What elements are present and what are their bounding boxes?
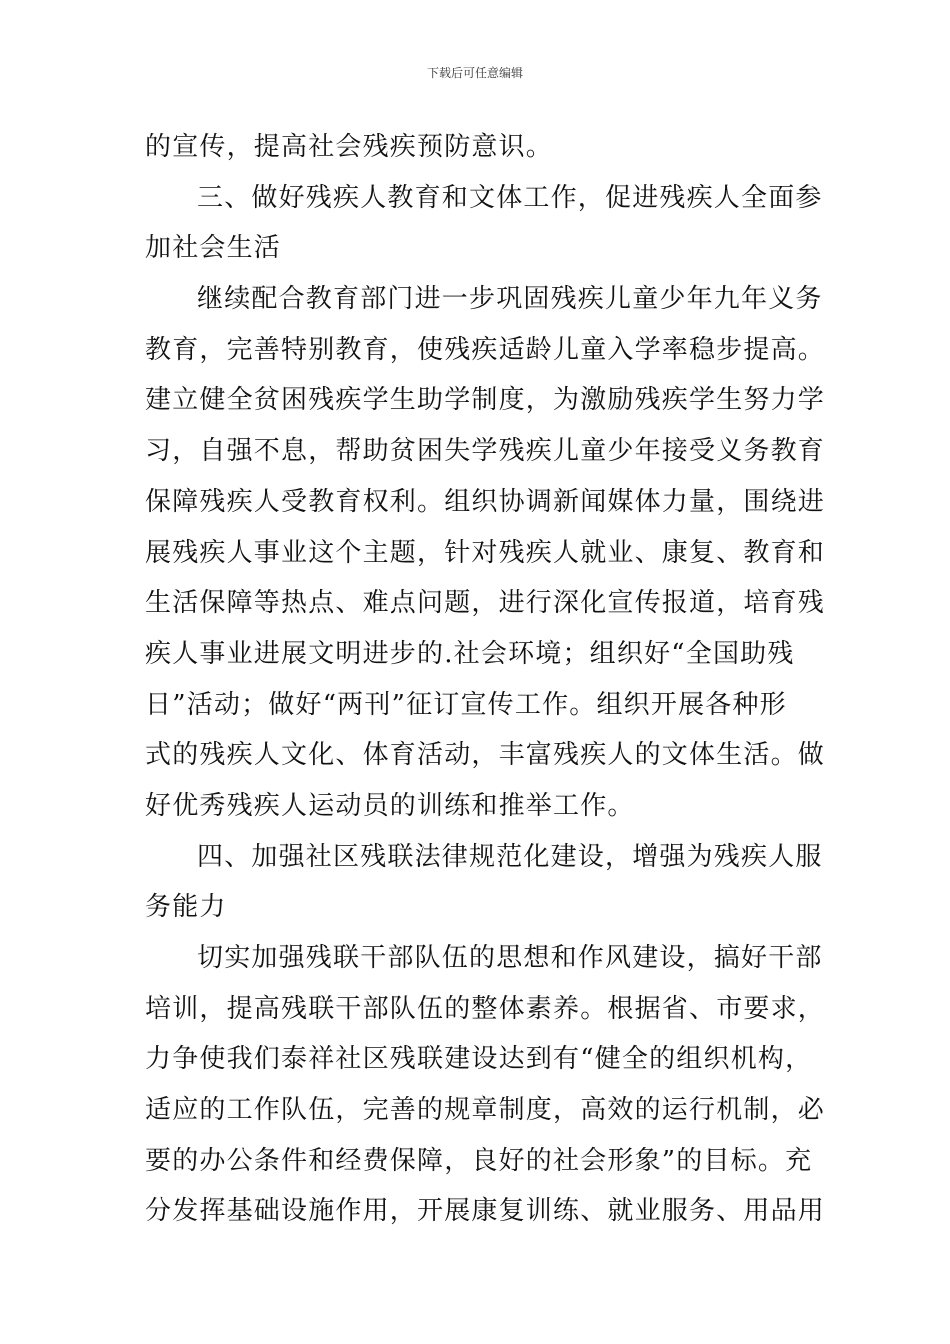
section-heading-4-cont: 务能力 (145, 892, 227, 923)
paragraph-line: 要的办公条件和经费保障，良好的社会形象”的目标。充 (145, 1145, 813, 1176)
section-heading-3-cont: 加社会生活 (145, 233, 282, 264)
paragraph-line: 分发挥基础设施作用，开展康复训练、就业服务、用品用 (145, 1196, 826, 1227)
section-heading-4: 四、加强社区残联法律规范化建设，增强为残疾人服 (197, 841, 823, 872)
section-heading-3: 三、做好残疾人教育和文体工作，促进残疾人全面参 (197, 182, 823, 213)
paragraph-line: 日”活动；做好“两刊”征订宣传工作。组织开展各种形 (145, 689, 787, 720)
paragraph-line: 建立健全贫困残疾学生助学制度，为激励残疾学生努力学 (145, 385, 826, 416)
paragraph-line: 式的残疾人文化、体育活动，丰富残疾人的文体生活。做 (145, 740, 826, 771)
text-line: 的宣传，提高社会残疾预防意识。 (145, 132, 554, 162)
paragraph-line: 展残疾人事业这个主题，针对残疾人就业、康复、教育和 (145, 537, 826, 568)
paragraph-line: 教育，完善特别教育，使残疾适龄儿童入学率稳步提高。 (145, 334, 826, 365)
paragraph-line: 好优秀残疾人运动员的训练和推举工作。 (145, 790, 635, 821)
paragraph-line: 疾人事业进展文明进步的.社会环境；组织好“全国助残 (145, 638, 795, 669)
paragraph-line: 培训，提高残联干部队伍的整体素养。根据省、市要求， (145, 993, 826, 1024)
document-body (145, 122, 826, 1237)
page-header-note: 下载后可任意编辑 (426, 66, 523, 80)
paragraph-line: 保障残疾人受教育权利。组织协调新闻媒体力量，围绕进 (145, 486, 826, 517)
paragraph-line: 习，自强不息，帮助贫困失学残疾儿童少年接受义务教育 (145, 436, 826, 467)
paragraph-line: 适应的工作队伍，完善的规章制度，高效的运行机制，必 (145, 1095, 826, 1126)
paragraph-line: 力争使我们泰祥社区残联建设达到有“健全的组织机构， (145, 1044, 813, 1075)
paragraph-line: 切实加强残联干部队伍的思想和作风建设，搞好干部 (197, 943, 823, 973)
paragraph-line: 继续配合教育部门进一步巩固残疾儿童少年九年义务 (197, 284, 823, 315)
paragraph-line: 生活保障等热点、难点问题，进行深化宣传报道，培育残 (145, 588, 826, 619)
